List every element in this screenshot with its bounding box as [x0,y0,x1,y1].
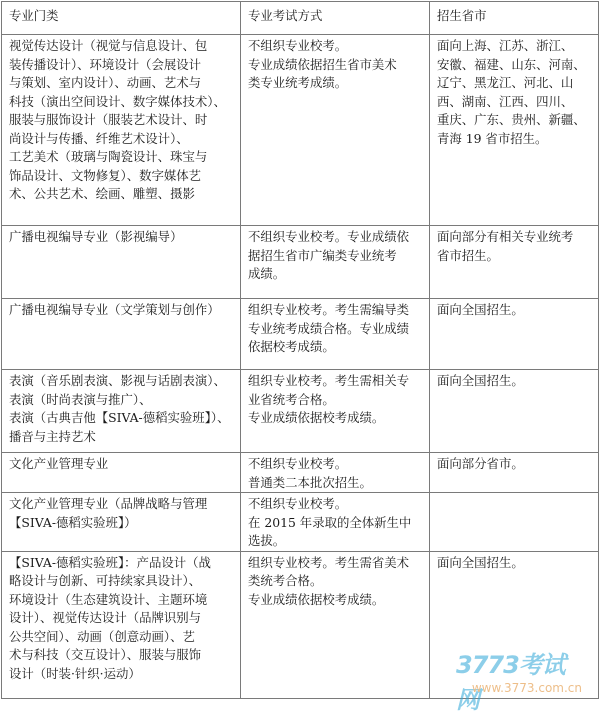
major-cell [2,370,241,453]
cell-line: 不组织专业校考。 [248,496,348,511]
major-cell [2,453,241,493]
cell-line: 专业成绩依据招生省市美术 [248,56,397,72]
cell-line: 组织专业校考。考生需编导类 [248,302,410,317]
cell-line: 组织专业校考。考生需省美术 [248,554,410,570]
cell-line: 视觉传达设计（视觉与信息设计、包 [9,38,208,53]
provinces-cell [430,370,599,453]
cell-line: 播音与主持艺术 [9,428,96,444]
major-cell [2,299,241,370]
admissions-table [1,1,599,699]
major-cell [2,493,241,552]
cell-line: 服装与服饰设计（服装艺术设计、时 [9,112,208,127]
cell-line: 专业成绩依据校考成绩。 [248,591,385,607]
provinces-cell [430,299,599,370]
cell-line: 西、湖南、江西、四川、 [437,93,574,109]
exam-cell [241,551,430,698]
cell-line: 文化产业管理专业 [9,456,109,471]
header-exam-method: 专业考试方式 [241,2,430,35]
cell-line: 省市招生。 [437,247,499,263]
table-row [2,453,599,493]
cell-line: 在 2015 年录取的全体新生中 [248,514,412,530]
table-row [2,299,599,370]
exam-cell [241,493,430,552]
cell-line: 尚设计与传播、纤维艺术设计）、 [9,130,189,146]
cell-line: 面向全国招生。 [437,554,524,570]
table-row [2,370,599,453]
cell-line: 重庆、广东、贵州、新疆、 [437,112,586,127]
cell-line: 不组织专业校考。 [248,456,348,471]
cell-line: 不组织专业校考。 [248,38,348,53]
cell-line: 术与科技（交互设计）、服装与服饰 [9,647,202,662]
cell-line: 表演（时尚表演与推广）、 [9,391,152,407]
exam-cell [241,453,430,493]
provinces-cell [430,551,599,698]
cell-line: 选拔。 [248,533,286,548]
cell-line: 表演（音乐剧表演、影视与话剧表演）、 [9,373,226,388]
major-cell [2,226,241,299]
major-cell [2,551,241,698]
cell-line: 普通类二本批次招生。 [248,474,372,490]
cell-line: 设计）、视觉传达设计（品牌识别与 [9,610,202,625]
cell-line: 据招生省市广编类专业统考 [248,247,397,263]
cell-line: 术、公共艺术、绘画、雕塑、摄影 [9,186,195,201]
cell-line: 青海 19 省市招生。 [437,130,548,146]
exam-cell [241,226,430,299]
cell-line: 工艺美术（玻璃与陶瓷设计、珠宝与 [9,149,208,164]
provinces-cell [430,226,599,299]
provinces-cell [430,493,599,552]
cell-line: 与策划、室内设计）、动画、艺术与 [9,75,202,90]
cell-line: 【SIVA-德稻实验班】） [9,514,137,530]
cell-line: 不组织专业校考。专业成绩依 [248,229,410,244]
table-header-row [2,2,599,35]
cell-line: 装传播设计）、环境设计（会展设计 [9,56,202,72]
cell-line: 面向部分有相关专业统考 [437,229,574,244]
cell-line: 【SIVA-德稻实验班】：产品设计（战 [9,554,211,570]
cell-line: 类统考合格。 [248,573,323,588]
header-enrollment-provinces: 招生省市 [430,2,599,35]
cell-line: 科技（演出空间设计、数字媒体技术）、 [9,93,226,109]
header-major-category: 专业门类 [2,2,241,35]
provinces-cell [430,453,599,493]
cell-line: 类专业统考成绩。 [248,75,348,90]
cell-line: 环境设计（生态建筑设计、主题环境 [9,591,208,607]
cell-line: 安徽、福建、山东、河南、 [437,56,586,72]
cell-line: 组织专业校考。考生需相关专 [248,373,410,388]
cell-line: 文化产业管理专业（品牌战略与管理 [9,496,208,511]
cell-line: 略设计与创新、可持续家具设计）、 [9,573,202,588]
cell-line: 辽宁、黑龙江、河北、山 [437,75,574,90]
cell-line: 成绩。 [248,266,286,281]
cell-line: 面向部分省市。 [437,456,524,471]
cell-line: 业省统考合格。 [248,391,335,407]
provinces-cell [430,35,599,226]
cell-line: 表演（古典吉他【SIVA-德稻实验班】）、 [9,410,230,425]
cell-line: 专业成绩依据校考成绩。 [248,410,385,425]
table-row [2,226,599,299]
cell-line: 饰品设计、文物修复）、数字媒体艺 [9,167,202,183]
cell-line: 广播电视编导专业（文学策划与创作） [9,302,220,317]
watermark-logo: 3773考试网 [456,651,565,714]
cell-line: 面向全国招生。 [437,373,524,388]
cell-line: 广播电视编导专业（影视编导） [9,229,183,244]
table-row [2,493,599,552]
cell-line: 设计（时装·针织·运动） [9,665,141,681]
cell-line: 依据校考成绩。 [248,339,335,354]
table-row [2,551,599,698]
cell-line: 面向全国招生。 [437,302,524,317]
exam-cell [241,299,430,370]
major-cell [2,35,241,226]
watermark-url: www.3773.com.cn [471,681,582,695]
cell-line: 公共空间）、动画（创意动画）、艺 [9,628,195,644]
cell-line: 专业统考成绩合格。专业成绩 [248,320,410,336]
table-row [2,35,599,226]
exam-cell [241,370,430,453]
cell-line: 面向上海、江苏、浙江、 [437,38,574,53]
exam-cell [241,35,430,226]
